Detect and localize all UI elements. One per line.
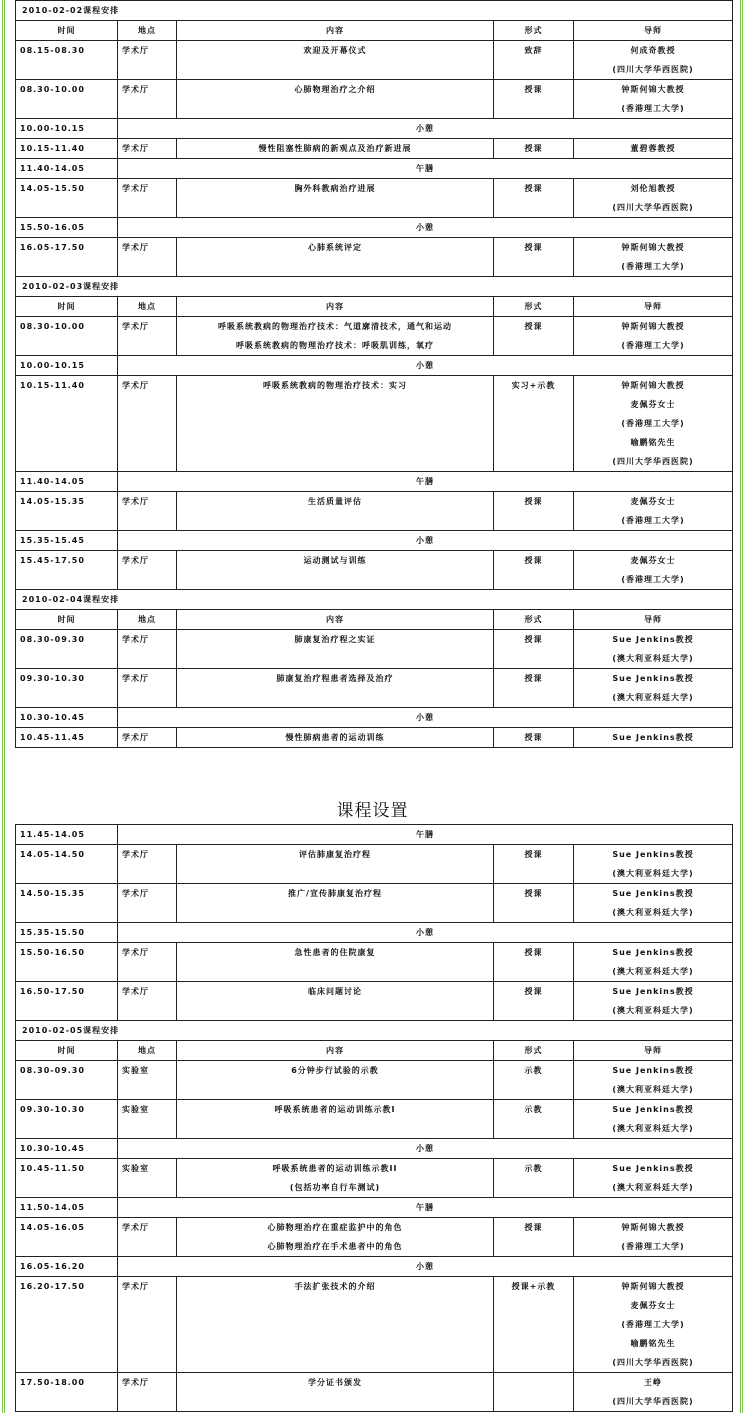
break-row (16, 708, 733, 728)
place-cell: 学术厅 (118, 80, 177, 119)
header-tutor: 导师 (574, 1041, 733, 1061)
content-cell (177, 179, 494, 218)
form-cell: 授课+示教 (494, 1277, 574, 1373)
content-line: 慢性肺病患者的运动训练 (285, 733, 385, 742)
tutor-line: 钟斯何锦大教授 (621, 322, 685, 331)
place-cell: 实验室 (118, 1061, 177, 1100)
form-cell: 授课 (494, 884, 574, 923)
content-line: 心肺物理治疗在重症监护中的角色 (267, 1223, 403, 1232)
content-line: 心肺系统评定 (308, 243, 362, 252)
place-cell: 学术厅 (118, 1218, 177, 1257)
content-line: 胸外科教病治疗进展 (294, 184, 376, 193)
content-cell (177, 1277, 494, 1373)
time-cell: 08.30-10.00 (16, 317, 118, 356)
tutor-line: (香港理工大学) (621, 104, 685, 113)
tutor-line: Sue Jenkins教授 (612, 1066, 694, 1075)
place-cell: 学术厅 (118, 492, 177, 531)
tutor-cell (574, 492, 733, 531)
time-cell: 14.05-14.50 (16, 845, 118, 884)
header-tutor: 导师 (574, 297, 733, 317)
tutor-cell (574, 630, 733, 669)
content-cell (177, 1100, 494, 1139)
header-content: 内容 (177, 297, 494, 317)
content-cell (177, 669, 494, 708)
content-cell (177, 630, 494, 669)
content-line: (包括功率自行车测试) (289, 1183, 381, 1192)
form-cell: 示教 (494, 1159, 574, 1198)
time-cell: 16.05-16.20 (16, 1257, 118, 1277)
form-cell: 实习+示教 (494, 376, 574, 472)
form-cell: 授课 (494, 139, 574, 159)
content-line: 欢迎及开幕仪式 (303, 46, 367, 55)
break-row (16, 1198, 733, 1218)
content-line: 生活质量评估 (308, 497, 362, 506)
time-cell: 11.50-14.05 (16, 1198, 118, 1218)
tutor-line: (香港理工大学) (621, 262, 685, 271)
header-time: 时间 (16, 610, 118, 630)
time-cell: 14.05-15.50 (16, 179, 118, 218)
day-heading-row (16, 277, 733, 297)
header-place: 地点 (118, 1041, 177, 1061)
form-cell: 授课 (494, 179, 574, 218)
tutor-cell (574, 80, 733, 119)
schedule-row (16, 884, 733, 923)
time-cell: 15.45-17.50 (16, 551, 118, 590)
place-cell: 学术厅 (118, 1373, 177, 1412)
tutor-line: 麦佩芬女士 (630, 556, 676, 565)
schedule-table-1 (15, 0, 733, 748)
time-cell: 11.40-14.05 (16, 472, 118, 492)
tutor-line: (四川大学华西医院) (612, 203, 694, 212)
header-content: 内容 (177, 1041, 494, 1061)
break-row (16, 472, 733, 492)
time-cell: 10.00-10.15 (16, 119, 118, 139)
form-cell: 授课 (494, 317, 574, 356)
header-time: 时间 (16, 1041, 118, 1061)
place-cell: 实验室 (118, 1100, 177, 1139)
tutor-cell (574, 179, 733, 218)
header-content: 内容 (177, 610, 494, 630)
place-cell: 学术厅 (118, 317, 177, 356)
tutor-line: (香港理工大学) (621, 575, 685, 584)
place-cell: 实验室 (118, 1159, 177, 1198)
tutor-cell (574, 1277, 733, 1373)
tutor-line: 钟斯何锦大教授 (621, 243, 685, 252)
schedule-row (16, 80, 733, 119)
content-line: 手法扩张技术的介绍 (294, 1282, 376, 1291)
tutor-line: Sue Jenkins教授 (612, 948, 694, 957)
tutor-line: Sue Jenkins教授 (612, 987, 694, 996)
place-cell: 学术厅 (118, 41, 177, 80)
break-row (16, 923, 733, 943)
header-tutor: 导师 (574, 610, 733, 630)
tutor-line: (澳大利亚科廷大学) (612, 1006, 694, 1015)
content-cell (177, 728, 494, 748)
time-cell: 08.30-09.30 (16, 1061, 118, 1100)
tutor-line: (四川大学华西医院) (612, 1358, 694, 1367)
tutor-line: Sue Jenkins教授 (612, 635, 694, 644)
place-cell: 学术厅 (118, 238, 177, 277)
tutor-line: (四川大学华西医院) (612, 457, 694, 466)
header-place: 地点 (118, 297, 177, 317)
day-heading: 2010-02-05课程安排 (16, 1021, 733, 1041)
content-cell (177, 884, 494, 923)
schedule-row (16, 317, 733, 356)
tutor-line: (四川大学华西医院) (612, 65, 694, 74)
tutor-line: Sue Jenkins教授 (612, 1105, 694, 1114)
tutor-line: (澳大利亚科廷大学) (612, 908, 694, 917)
form-cell: 授课 (494, 728, 574, 748)
day-heading-row (16, 1021, 733, 1041)
break-label: 小憩 (118, 1257, 733, 1277)
break-label: 午膳 (118, 825, 733, 845)
form-cell: 授课 (494, 1218, 574, 1257)
break-row (16, 1139, 733, 1159)
content-line: 急性患者的住院康复 (294, 948, 376, 957)
content-cell (177, 492, 494, 531)
tutor-cell (574, 1061, 733, 1100)
tutor-cell (574, 238, 733, 277)
tutor-cell (574, 1218, 733, 1257)
break-label: 小憩 (118, 923, 733, 943)
header-time: 时间 (16, 297, 118, 317)
tutor-line: (澳大利亚科廷大学) (612, 654, 694, 663)
content-line: 呼吸系统患者的运动训练示教I (274, 1105, 396, 1114)
break-label: 小憩 (118, 218, 733, 238)
tutor-line: Sue Jenkins教授 (612, 674, 694, 683)
content-cell (177, 1373, 494, 1412)
schedule-row (16, 1159, 733, 1198)
schedule-row (16, 551, 733, 590)
form-cell: 授课 (494, 551, 574, 590)
tutor-cell (574, 884, 733, 923)
content-line: 肺康复治疗程之实证 (294, 635, 376, 644)
content-cell (177, 1061, 494, 1100)
form-cell: 授课 (494, 80, 574, 119)
content-line: 心肺物理治疗在手术患者中的角色 (267, 1242, 403, 1251)
content-line: 学分证书颁发 (308, 1378, 362, 1387)
schedule-row (16, 630, 733, 669)
place-cell: 学术厅 (118, 1277, 177, 1373)
tutor-line: (香港理工大学) (621, 419, 685, 428)
time-cell: 14.05-15.35 (16, 492, 118, 531)
break-label: 午膳 (118, 159, 733, 179)
header-content: 内容 (177, 21, 494, 41)
tutor-cell (574, 669, 733, 708)
tutor-cell (574, 139, 733, 159)
table-header-row (16, 1041, 733, 1061)
header-form: 形式 (494, 21, 574, 41)
section-title: 课程设置 (336, 801, 409, 821)
tutor-cell (574, 845, 733, 884)
tutor-line: (香港理工大学) (621, 1242, 685, 1251)
time-cell: 14.50-15.35 (16, 884, 118, 923)
content-cell (177, 845, 494, 884)
break-row (16, 356, 733, 376)
break-row (16, 825, 733, 845)
content-line: 呼吸系统患者的运动训练示教II (272, 1164, 398, 1173)
schedule-row (16, 669, 733, 708)
content-cell (177, 943, 494, 982)
table-header-row (16, 21, 733, 41)
tutor-line: 麦佩芬女士 (630, 497, 676, 506)
time-cell: 15.50-16.05 (16, 218, 118, 238)
break-label: 小憩 (118, 119, 733, 139)
form-cell: 授课 (494, 630, 574, 669)
tutor-cell (574, 943, 733, 982)
time-cell: 17.50-18.00 (16, 1373, 118, 1412)
content-line: 慢性阻塞性肺病的新观点及治疗新进展 (258, 144, 412, 153)
tutor-line: 董碧蓉教授 (630, 144, 676, 153)
time-cell: 10.15-11.40 (16, 139, 118, 159)
place-cell: 学术厅 (118, 630, 177, 669)
page-border-left (2, 0, 5, 1413)
break-label: 午膳 (118, 472, 733, 492)
schedule-row (16, 1061, 733, 1100)
place-cell: 学术厅 (118, 551, 177, 590)
time-cell: 15.35-15.45 (16, 531, 118, 551)
time-cell: 09.30-10.30 (16, 669, 118, 708)
tutor-line: (香港理工大学) (621, 516, 685, 525)
break-row (16, 531, 733, 551)
tutor-line: (澳大利亚科廷大学) (612, 869, 694, 878)
tutor-line: Sue Jenkins教授 (612, 889, 694, 898)
content-line: 6分钟步行试验的示教 (291, 1066, 379, 1075)
time-cell: 10.15-11.40 (16, 376, 118, 472)
tutor-line: Sue Jenkins教授 (612, 733, 694, 742)
time-cell: 10.30-10.45 (16, 708, 118, 728)
header-form: 形式 (494, 1041, 574, 1061)
tutor-cell (574, 376, 733, 472)
form-cell (494, 1373, 574, 1412)
place-cell: 学术厅 (118, 139, 177, 159)
time-cell: 15.35-15.50 (16, 923, 118, 943)
day-heading: 2010-02-03课程安排 (16, 277, 733, 297)
tutor-line: 麦佩芬女士 (630, 1301, 676, 1310)
schedule-row (16, 41, 733, 80)
table-header-row (16, 297, 733, 317)
content-cell (177, 139, 494, 159)
tutor-cell (574, 1373, 733, 1412)
time-cell: 10.45-11.50 (16, 1159, 118, 1198)
tutor-line: 刘伦旭教授 (630, 184, 676, 193)
header-form: 形式 (494, 610, 574, 630)
time-cell: 14.05-16.05 (16, 1218, 118, 1257)
time-cell: 08.15-08.30 (16, 41, 118, 80)
tutor-line: (澳大利亚科廷大学) (612, 693, 694, 702)
tutor-line: 喻鹏铭先生 (630, 438, 676, 447)
time-cell: 10.30-10.45 (16, 1139, 118, 1159)
tutor-line: 麦佩芬女士 (630, 400, 676, 409)
content-cell (177, 41, 494, 80)
tutor-line: (澳大利亚科廷大学) (612, 1124, 694, 1133)
break-row (16, 1257, 733, 1277)
schedule-row (16, 238, 733, 277)
place-cell: 学术厅 (118, 982, 177, 1021)
break-label: 小憩 (118, 356, 733, 376)
day-heading-row (16, 590, 733, 610)
page-border-right (740, 0, 743, 1413)
content-line: 运动测试与训练 (303, 556, 367, 565)
schedule-row (16, 1277, 733, 1373)
tutor-cell (574, 41, 733, 80)
tutor-line: 钟斯何锦大教授 (621, 381, 685, 390)
break-row (16, 218, 733, 238)
header-time: 时间 (16, 21, 118, 41)
day-heading-row (16, 1, 733, 21)
time-cell: 16.05-17.50 (16, 238, 118, 277)
schedule-row (16, 1373, 733, 1412)
tutor-cell (574, 728, 733, 748)
form-cell: 致辞 (494, 41, 574, 80)
tutor-line: 钟斯何锦大教授 (621, 85, 685, 94)
time-cell: 11.45-14.05 (16, 825, 118, 845)
tutor-cell (574, 982, 733, 1021)
tutor-line: (香港理工大学) (621, 1320, 685, 1329)
place-cell: 学术厅 (118, 376, 177, 472)
content-cell (177, 1159, 494, 1198)
tutor-line: 喻鹏铭先生 (630, 1339, 676, 1348)
table-header-row (16, 610, 733, 630)
form-cell: 授课 (494, 238, 574, 277)
content-cell (177, 317, 494, 356)
content-cell (177, 238, 494, 277)
schedule-row (16, 1218, 733, 1257)
content-cell (177, 376, 494, 472)
time-cell: 10.00-10.15 (16, 356, 118, 376)
form-cell: 示教 (494, 1100, 574, 1139)
time-cell: 08.30-10.00 (16, 80, 118, 119)
content-cell (177, 80, 494, 119)
content-line: 呼吸系统教病的物理治疗技术：气道廓清技术，通气和运动 (218, 322, 452, 331)
content-line: 呼吸系统教病的物理治疗技术：呼吸肌训练，氧疗 (236, 341, 434, 350)
tutor-cell (574, 317, 733, 356)
time-cell: 08.30-09.30 (16, 630, 118, 669)
tutor-line: (澳大利亚科廷大学) (612, 1183, 694, 1192)
place-cell: 学术厅 (118, 845, 177, 884)
content-line: 心肺物理治疗之介绍 (294, 85, 376, 94)
schedule-row (16, 492, 733, 531)
break-label: 小憩 (118, 531, 733, 551)
schedule-row (16, 376, 733, 472)
form-cell: 授课 (494, 845, 574, 884)
time-cell: 09.30-10.30 (16, 1100, 118, 1139)
form-cell: 授课 (494, 492, 574, 531)
break-row (16, 119, 733, 139)
schedule-row (16, 845, 733, 884)
schedule-table-2 (15, 824, 733, 1412)
form-cell: 授课 (494, 943, 574, 982)
place-cell: 学术厅 (118, 669, 177, 708)
tutor-cell (574, 1159, 733, 1198)
content-line: 临床问题讨论 (308, 987, 362, 996)
tutor-line: (澳大利亚科廷大学) (612, 1085, 694, 1094)
time-cell: 16.50-17.50 (16, 982, 118, 1021)
place-cell: 学术厅 (118, 943, 177, 982)
break-row (16, 159, 733, 179)
time-cell: 16.20-17.50 (16, 1277, 118, 1373)
tutor-cell (574, 1100, 733, 1139)
form-cell: 授课 (494, 982, 574, 1021)
header-place: 地点 (118, 610, 177, 630)
form-cell: 授课 (494, 669, 574, 708)
place-cell: 学术厅 (118, 728, 177, 748)
content-line: 肺康复治疗程患者选择及治疗 (276, 674, 394, 683)
schedule-row (16, 982, 733, 1021)
tutor-line: 王峥 (644, 1378, 662, 1387)
content-line: 推广/宣传肺康复治疗程 (288, 889, 382, 898)
break-label: 小憩 (118, 708, 733, 728)
header-place: 地点 (118, 21, 177, 41)
tutor-line: 钟斯何锦大教授 (621, 1223, 685, 1232)
content-cell (177, 982, 494, 1021)
tutor-line: (四川大学华西医院) (612, 1397, 694, 1406)
tutor-cell (574, 551, 733, 590)
break-label: 小憩 (118, 1139, 733, 1159)
time-cell: 10.45-11.45 (16, 728, 118, 748)
content-line: 呼吸系统教病的物理治疗技术：实习 (263, 381, 407, 390)
place-cell: 学术厅 (118, 179, 177, 218)
content-line: 评估肺康复治疗程 (299, 850, 371, 859)
tutor-line: 何成奇教授 (630, 46, 676, 55)
time-cell: 15.50-16.50 (16, 943, 118, 982)
form-cell: 示教 (494, 1061, 574, 1100)
day-heading: 2010-02-02课程安排 (16, 1, 733, 21)
content-cell (177, 1218, 494, 1257)
tutor-line: (香港理工大学) (621, 341, 685, 350)
schedule-row (16, 728, 733, 748)
header-tutor: 导师 (574, 21, 733, 41)
schedule-row (16, 943, 733, 982)
tutor-line: Sue Jenkins教授 (612, 850, 694, 859)
tutor-line: 钟斯何锦大教授 (621, 1282, 685, 1291)
schedule-row (16, 1100, 733, 1139)
schedule-row (16, 179, 733, 218)
schedule-row (16, 139, 733, 159)
tutor-line: Sue Jenkins教授 (612, 1164, 694, 1173)
header-form: 形式 (494, 297, 574, 317)
time-cell: 11.40-14.05 (16, 159, 118, 179)
day-heading: 2010-02-04课程安排 (16, 590, 733, 610)
content-cell (177, 551, 494, 590)
place-cell: 学术厅 (118, 884, 177, 923)
tutor-line: (澳大利亚科廷大学) (612, 967, 694, 976)
break-label: 午膳 (118, 1198, 733, 1218)
